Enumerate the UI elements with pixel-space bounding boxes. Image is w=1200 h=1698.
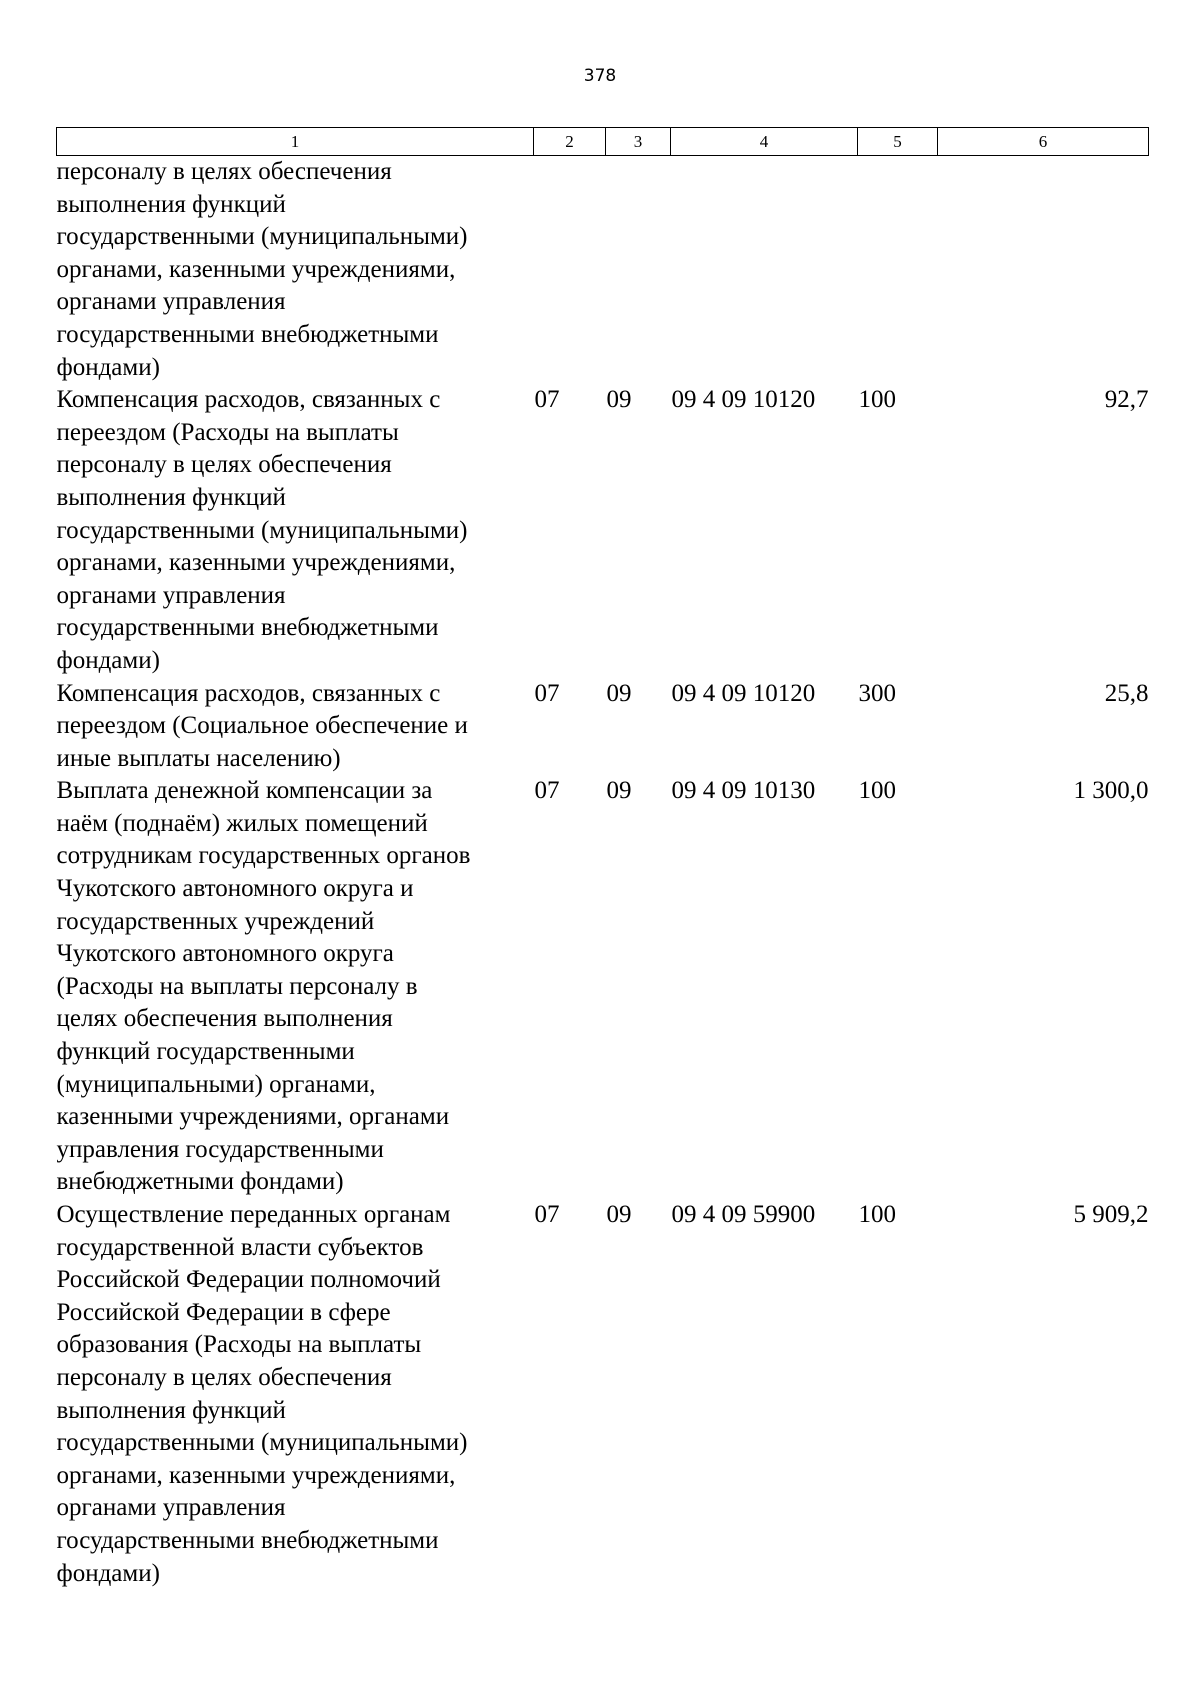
expense-type-cell: 100 [858,1201,896,1228]
row-name-line: переездом (Социальное обеспечение и [56,712,468,740]
subsection-cell: 09 [606,777,632,805]
row-name-line: (муниципальными) органами, [56,1070,376,1098]
row-name-line: (Расходы на выплаты персоналу в [56,972,418,1000]
table-header [57,128,1149,156]
row-name-line: государственной власти субъектов [56,1233,424,1261]
row-name-cell [57,384,534,677]
subsection-cell: 09 [606,679,632,707]
row-name-line: Компенсация расходов, связанных с [56,679,441,707]
target-article-cell: 09 4 09 10120 [671,386,816,414]
amount-cell: 1 300,0 [1073,777,1149,805]
row-name-line: казенными учреждениями, органами [56,1103,450,1131]
row-name-line: государственными (муниципальными) [56,1429,468,1457]
header-col-2: 2 [534,128,606,156]
amount-cell: 92,7 [1104,386,1149,414]
row-name-line: выполнения функций [56,1396,286,1424]
row-name-cell [57,1199,534,1590]
table-row [57,775,1149,1199]
row-name-line: Компенсация расходов, связанных с [56,386,441,414]
target-article-cell [671,156,858,385]
table-row [57,384,1149,677]
target-article-cell: 09 4 09 59900 [671,1201,816,1228]
row-name-line: внебюджетными фондами) [56,1168,344,1196]
table-row [57,1199,1149,1590]
budget-table [56,127,1149,1590]
subsection-cell: 09 [606,1201,632,1228]
section-cell: 07 [534,679,560,707]
expense-type-cell: 300 [858,679,896,707]
amount-cell [938,156,1149,385]
row-name-line: государственных учреждений [56,907,375,935]
row-name-line: персоналу в целях обеспечения [56,158,392,185]
row-name-line: выполнения функций [56,190,286,218]
row-name-line: органами, казенными учреждениями, [56,549,456,577]
row-name-line: органами, казенными учреждениями, [56,255,456,283]
row-name-line: функций государственными [56,1038,355,1066]
row-name-line: целях обеспечения выполнения [56,1005,393,1033]
header-row [57,128,1149,156]
section-cell [534,156,606,385]
target-article-cell: 09 4 09 10120 [671,679,816,707]
row-name-line: управления государственными [56,1135,384,1163]
subsection-cell [606,156,671,385]
row-name-line: образования (Расходы на выплаты [56,1331,422,1359]
table-row [57,678,1149,776]
row-name-line: переездом (Расходы на выплаты [56,418,399,446]
row-name-line: государственными (муниципальными) [56,516,468,544]
row-name-line: государственными (муниципальными) [56,223,468,251]
table-row [57,156,1149,385]
expense-type-cell: 100 [858,386,896,414]
row-name-line: выполнения функций [56,483,286,511]
row-name-line: наём (поднаём) жилых помещений [56,809,428,837]
section-cell: 07 [534,386,560,414]
row-name-cell [57,156,534,385]
subsection-cell: 09 [606,386,632,414]
row-name-line: фондами) [56,1559,160,1587]
row-name-line: персоналу в целях обеспечения [56,1363,392,1391]
header-col-3: 3 [606,128,671,156]
row-name-line: фондами) [56,353,160,381]
row-name-line: государственными внебюджетными [56,614,439,642]
row-name-line: органами управления [56,1494,286,1522]
row-name-line: органами управления [56,288,286,316]
amount-cell: 25,8 [1104,679,1149,707]
header-col-5: 5 [858,128,938,156]
row-name-cell [57,775,534,1199]
header-col-1: 1 [57,128,534,156]
row-name-line: Осуществление переданных органам [56,1201,451,1228]
header-col-6: 6 [938,128,1149,156]
row-name-line: персоналу в целях обеспечения [56,451,392,479]
row-name-line: Выплата денежной компенсации за [56,777,433,805]
row-name-cell [57,678,534,776]
row-name-line: сотрудникам государственных органов [56,842,471,870]
row-name-line: Чукотского автономного округа и [56,875,414,903]
row-name-line: Чукотского автономного округа [56,940,394,968]
header-col-4: 4 [671,128,858,156]
page-number: 378 [583,66,617,86]
row-name-line: государственными внебюджетными [56,1526,439,1554]
row-name-line: Российской Федерации полномочий [56,1266,441,1294]
row-name-line: органами управления [56,581,286,609]
amount-cell: 5 909,2 [1073,1201,1149,1228]
row-name-line: фондами) [56,646,160,674]
expense-type-cell: 100 [858,777,896,805]
expense-type-cell [858,156,938,385]
table-body [57,156,1149,1591]
target-article-cell: 09 4 09 10130 [671,777,816,805]
row-name-line: Российской Федерации в сфере [56,1298,391,1326]
row-name-line: иные выплаты населению) [56,744,341,772]
section-cell: 07 [534,777,560,805]
row-name-line: органами, казенными учреждениями, [56,1461,456,1489]
row-name-line: государственными внебюджетными [56,320,439,348]
section-cell: 07 [534,1201,560,1228]
